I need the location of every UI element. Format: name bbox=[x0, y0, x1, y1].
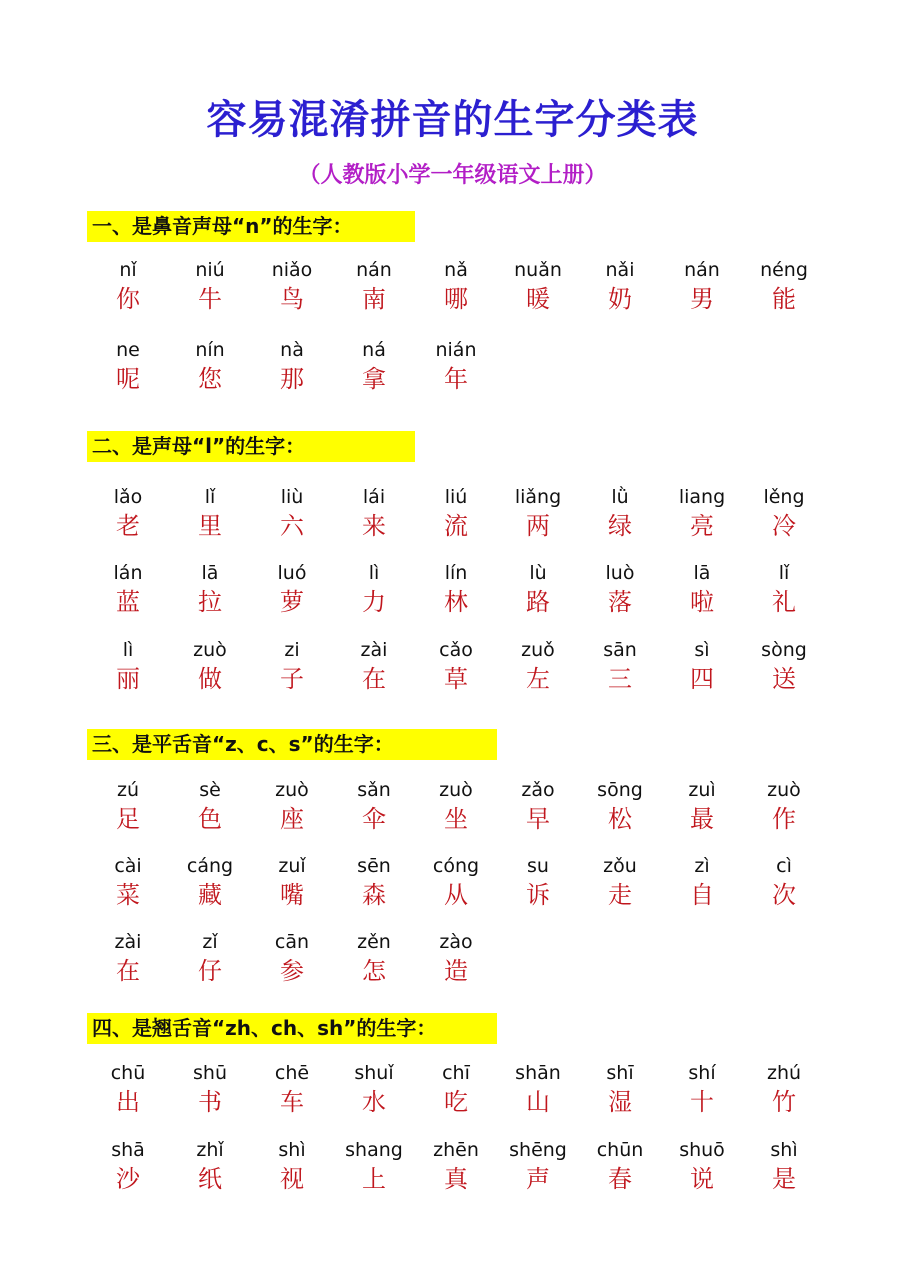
pinyin-label: cān bbox=[274, 931, 310, 953]
character-cell bbox=[169, 777, 251, 835]
pinyin-label: cǎo bbox=[439, 639, 473, 661]
character-cell bbox=[415, 1137, 497, 1195]
pinyin-label: zhú bbox=[766, 1062, 802, 1084]
hanzi-character: 造 bbox=[444, 957, 468, 985]
character-cell bbox=[87, 929, 169, 987]
pinyin-label: lǐ bbox=[204, 486, 216, 508]
pinyin-label: sōng bbox=[597, 779, 643, 801]
hanzi-character: 声 bbox=[526, 1165, 550, 1193]
hanzi-character: 蓝 bbox=[116, 588, 140, 616]
pinyin-label: zhǐ bbox=[196, 1139, 224, 1161]
hanzi-character: 暖 bbox=[526, 285, 550, 313]
pinyin-label: shí bbox=[688, 1062, 716, 1084]
pinyin-label: zuò bbox=[193, 639, 227, 661]
hanzi-character: 拿 bbox=[362, 365, 386, 393]
character-row bbox=[0, 484, 905, 544]
hanzi-character: 座 bbox=[280, 805, 304, 833]
hanzi-character: 冷 bbox=[772, 512, 796, 540]
hanzi-character: 伞 bbox=[362, 805, 386, 833]
character-cell bbox=[579, 560, 661, 618]
hanzi-character: 老 bbox=[116, 512, 140, 540]
hanzi-character: 林 bbox=[444, 588, 468, 616]
hanzi-character: 在 bbox=[116, 957, 140, 985]
pinyin-label: shuǐ bbox=[354, 1062, 394, 1084]
pinyin-label: zuì bbox=[688, 779, 716, 801]
pinyin-label: nán bbox=[684, 259, 720, 281]
character-cell bbox=[333, 560, 415, 618]
character-cell bbox=[743, 777, 825, 835]
hanzi-character: 是 bbox=[772, 1165, 796, 1193]
character-cell bbox=[661, 1137, 743, 1195]
character-cell bbox=[743, 257, 825, 315]
hanzi-character: 送 bbox=[772, 665, 796, 693]
character-cell bbox=[333, 1137, 415, 1195]
hanzi-character: 纸 bbox=[198, 1165, 222, 1193]
hanzi-character: 菜 bbox=[116, 881, 140, 909]
hanzi-character: 草 bbox=[444, 665, 468, 693]
hanzi-character: 自 bbox=[690, 881, 714, 909]
pinyin-label: lì bbox=[122, 639, 134, 661]
character-cell bbox=[661, 637, 743, 695]
pinyin-label: shì bbox=[770, 1139, 798, 1161]
pinyin-label: lì bbox=[368, 562, 380, 584]
pinyin-label: sòng bbox=[761, 639, 807, 661]
pinyin-label: shēng bbox=[509, 1139, 567, 1161]
character-cell bbox=[169, 1137, 251, 1195]
pinyin-label: shì bbox=[278, 1139, 306, 1161]
hanzi-character: 礼 bbox=[772, 588, 796, 616]
pinyin-label: cài bbox=[114, 855, 142, 877]
hanzi-character: 路 bbox=[526, 588, 550, 616]
character-cell bbox=[415, 1060, 497, 1118]
pinyin-label: zài bbox=[360, 639, 388, 661]
pinyin-label: ná bbox=[362, 339, 386, 361]
pinyin-label: zǒu bbox=[603, 855, 637, 877]
hanzi-character: 子 bbox=[280, 665, 304, 693]
character-cell bbox=[251, 1060, 333, 1118]
page-title: 容易混淆拼音的生字分类表 bbox=[206, 97, 699, 143]
pinyin-label: chī bbox=[442, 1062, 470, 1084]
character-cell bbox=[87, 853, 169, 911]
hanzi-character: 作 bbox=[772, 805, 796, 833]
character-cell bbox=[251, 560, 333, 618]
character-cell bbox=[415, 777, 497, 835]
hanzi-character: 两 bbox=[526, 512, 550, 540]
pinyin-label: lǜ bbox=[611, 486, 629, 508]
character-cell bbox=[333, 257, 415, 315]
pinyin-label: zhēn bbox=[433, 1139, 479, 1161]
character-cell bbox=[87, 337, 169, 395]
character-cell bbox=[251, 777, 333, 835]
hanzi-character: 仔 bbox=[198, 957, 222, 985]
hanzi-character: 藏 bbox=[198, 881, 222, 909]
pinyin-label: shang bbox=[345, 1139, 403, 1161]
character-row bbox=[0, 929, 905, 989]
character-cell bbox=[415, 337, 497, 395]
character-cell bbox=[497, 853, 579, 911]
character-cell bbox=[743, 484, 825, 542]
pinyin-label: lā bbox=[201, 562, 219, 584]
pinyin-label: sǎn bbox=[357, 779, 391, 801]
hanzi-character: 说 bbox=[690, 1165, 714, 1193]
pinyin-label: zài bbox=[114, 931, 142, 953]
pinyin-label: nǎ bbox=[444, 259, 468, 281]
hanzi-character: 六 bbox=[280, 512, 304, 540]
hanzi-character: 牛 bbox=[198, 285, 222, 313]
pinyin-label: shā bbox=[111, 1139, 145, 1161]
pinyin-label: lǐ bbox=[778, 562, 790, 584]
pinyin-label: nuǎn bbox=[514, 259, 562, 281]
pinyin-label: ne bbox=[116, 339, 140, 361]
character-row bbox=[0, 257, 905, 317]
pinyin-label: zuò bbox=[767, 779, 801, 801]
character-cell bbox=[579, 637, 661, 695]
character-cell bbox=[661, 484, 743, 542]
hanzi-character: 流 bbox=[444, 512, 468, 540]
hanzi-character: 萝 bbox=[280, 588, 304, 616]
hanzi-character: 上 bbox=[362, 1165, 386, 1193]
pinyin-label: lái bbox=[362, 486, 386, 508]
character-cell bbox=[497, 637, 579, 695]
character-cell bbox=[87, 484, 169, 542]
hanzi-character: 从 bbox=[444, 881, 468, 909]
character-cell bbox=[743, 1060, 825, 1118]
hanzi-character: 三 bbox=[608, 665, 632, 693]
character-cell bbox=[87, 1060, 169, 1118]
hanzi-character: 出 bbox=[116, 1088, 140, 1116]
pinyin-label: zěn bbox=[357, 931, 391, 953]
character-cell bbox=[169, 484, 251, 542]
pinyin-label: nà bbox=[280, 339, 304, 361]
hanzi-character: 男 bbox=[690, 285, 714, 313]
hanzi-character: 春 bbox=[608, 1165, 632, 1193]
hanzi-character: 色 bbox=[198, 805, 222, 833]
pinyin-label: niú bbox=[195, 259, 225, 281]
pinyin-label: zuò bbox=[439, 779, 473, 801]
hanzi-character: 来 bbox=[362, 512, 386, 540]
character-cell bbox=[87, 777, 169, 835]
pinyin-label: sè bbox=[199, 779, 221, 801]
hanzi-character: 沙 bbox=[116, 1165, 140, 1193]
pinyin-label: sì bbox=[694, 639, 710, 661]
pinyin-label: zǎo bbox=[521, 779, 555, 801]
character-cell bbox=[333, 777, 415, 835]
section-heading-zcs: 三、是平舌音“z、c、s”的生字： bbox=[87, 729, 497, 760]
pinyin-label: zǐ bbox=[202, 931, 218, 953]
hanzi-character: 那 bbox=[280, 365, 304, 393]
pinyin-label: su bbox=[527, 855, 549, 877]
character-cell bbox=[251, 1137, 333, 1195]
pinyin-label: shū bbox=[193, 1062, 227, 1084]
character-cell bbox=[333, 484, 415, 542]
hanzi-character: 吃 bbox=[444, 1088, 468, 1116]
pinyin-label: shuō bbox=[679, 1139, 725, 1161]
character-cell bbox=[743, 637, 825, 695]
character-cell bbox=[497, 560, 579, 618]
character-cell bbox=[169, 637, 251, 695]
hanzi-character: 里 bbox=[198, 512, 222, 540]
pinyin-label: lěng bbox=[763, 486, 805, 508]
hanzi-character: 水 bbox=[362, 1088, 386, 1116]
hanzi-character: 山 bbox=[526, 1088, 550, 1116]
character-cell bbox=[661, 1060, 743, 1118]
hanzi-character: 真 bbox=[444, 1165, 468, 1193]
character-cell bbox=[497, 257, 579, 315]
pinyin-label: lín bbox=[444, 562, 468, 584]
pinyin-label: lā bbox=[693, 562, 711, 584]
pinyin-label: zào bbox=[439, 931, 473, 953]
character-row bbox=[0, 1137, 905, 1197]
pinyin-label: liang bbox=[678, 486, 726, 508]
hanzi-character: 走 bbox=[608, 881, 632, 909]
character-cell bbox=[661, 257, 743, 315]
character-cell bbox=[169, 337, 251, 395]
pinyin-label: cì bbox=[776, 855, 792, 877]
hanzi-character: 做 bbox=[198, 665, 222, 693]
character-cell bbox=[497, 777, 579, 835]
character-cell bbox=[743, 1137, 825, 1195]
pinyin-label: zú bbox=[116, 779, 139, 801]
character-row bbox=[0, 853, 905, 913]
character-cell bbox=[87, 257, 169, 315]
section-heading-n: 一、是鼻音声母“n”的生字： bbox=[87, 211, 415, 242]
hanzi-character: 在 bbox=[362, 665, 386, 693]
character-cell bbox=[415, 257, 497, 315]
hanzi-character: 年 bbox=[444, 365, 468, 393]
pinyin-label: cáng bbox=[186, 855, 234, 877]
pinyin-label: zi bbox=[284, 639, 300, 661]
hanzi-character: 视 bbox=[280, 1165, 304, 1193]
hanzi-character: 竹 bbox=[772, 1088, 796, 1116]
hanzi-character: 十 bbox=[690, 1088, 714, 1116]
character-cell bbox=[251, 637, 333, 695]
character-cell bbox=[415, 560, 497, 618]
character-cell bbox=[87, 560, 169, 618]
character-cell bbox=[169, 929, 251, 987]
hanzi-character: 能 bbox=[772, 285, 796, 313]
character-cell bbox=[579, 1137, 661, 1195]
pinyin-label: nián bbox=[435, 339, 477, 361]
hanzi-character: 怎 bbox=[362, 957, 386, 985]
pinyin-label: chē bbox=[274, 1062, 310, 1084]
pinyin-label: luò bbox=[605, 562, 635, 584]
hanzi-character: 落 bbox=[608, 588, 632, 616]
pinyin-label: shān bbox=[515, 1062, 561, 1084]
character-cell bbox=[661, 853, 743, 911]
character-row bbox=[0, 337, 905, 397]
pinyin-label: niǎo bbox=[271, 259, 313, 281]
hanzi-character: 最 bbox=[690, 805, 714, 833]
hanzi-character: 您 bbox=[198, 365, 222, 393]
pinyin-label: liù bbox=[280, 486, 304, 508]
pinyin-label: shī bbox=[606, 1062, 634, 1084]
hanzi-character: 诉 bbox=[526, 881, 550, 909]
pinyin-label: néng bbox=[760, 259, 808, 281]
character-cell bbox=[661, 560, 743, 618]
hanzi-character: 参 bbox=[280, 957, 304, 985]
section-heading-l: 二、是声母“l”的生字： bbox=[87, 431, 415, 462]
page-subtitle: （人教版小学一年级语文上册） bbox=[298, 163, 607, 188]
pinyin-label: lǎo bbox=[113, 486, 143, 508]
character-row bbox=[0, 560, 905, 620]
character-row bbox=[0, 637, 905, 697]
pinyin-label: liú bbox=[444, 486, 468, 508]
pinyin-label: nǎi bbox=[605, 259, 635, 281]
character-cell bbox=[169, 560, 251, 618]
character-cell bbox=[497, 1137, 579, 1195]
hanzi-character: 南 bbox=[362, 285, 386, 313]
character-cell bbox=[579, 777, 661, 835]
character-cell bbox=[251, 337, 333, 395]
pinyin-label: liǎng bbox=[514, 486, 562, 508]
pinyin-label: zuǒ bbox=[521, 639, 555, 661]
character-row bbox=[0, 777, 905, 837]
character-cell bbox=[333, 1060, 415, 1118]
hanzi-character: 亮 bbox=[690, 512, 714, 540]
hanzi-character: 鸟 bbox=[280, 285, 304, 313]
pinyin-label: sān bbox=[603, 639, 637, 661]
hanzi-character: 左 bbox=[526, 665, 550, 693]
hanzi-character: 啦 bbox=[690, 588, 714, 616]
hanzi-character: 书 bbox=[198, 1088, 222, 1116]
character-cell bbox=[579, 484, 661, 542]
character-cell bbox=[743, 560, 825, 618]
character-cell bbox=[497, 484, 579, 542]
hanzi-character: 绿 bbox=[608, 512, 632, 540]
character-cell bbox=[169, 853, 251, 911]
character-cell bbox=[333, 337, 415, 395]
character-cell bbox=[251, 929, 333, 987]
character-cell bbox=[251, 853, 333, 911]
character-cell bbox=[87, 1137, 169, 1195]
character-cell bbox=[743, 853, 825, 911]
pinyin-label: chūn bbox=[596, 1139, 644, 1161]
pinyin-label: zuǐ bbox=[278, 855, 306, 877]
character-cell bbox=[579, 257, 661, 315]
pinyin-label: zì bbox=[694, 855, 710, 877]
character-cell bbox=[251, 484, 333, 542]
hanzi-character: 足 bbox=[116, 805, 140, 833]
pinyin-label: nín bbox=[195, 339, 225, 361]
pinyin-label: nán bbox=[356, 259, 392, 281]
pinyin-label: cóng bbox=[432, 855, 480, 877]
character-cell bbox=[87, 637, 169, 695]
character-cell bbox=[333, 853, 415, 911]
character-cell bbox=[169, 257, 251, 315]
hanzi-character: 丽 bbox=[116, 665, 140, 693]
character-cell bbox=[251, 257, 333, 315]
pinyin-label: sēn bbox=[357, 855, 391, 877]
character-cell bbox=[415, 637, 497, 695]
character-cell bbox=[333, 637, 415, 695]
pinyin-label: luó bbox=[277, 562, 307, 584]
hanzi-character: 早 bbox=[526, 805, 550, 833]
pinyin-label: lù bbox=[529, 562, 547, 584]
character-cell bbox=[579, 853, 661, 911]
character-cell bbox=[497, 1060, 579, 1118]
section-heading-zhchsh: 四、是翘舌音“zh、ch、sh”的生字： bbox=[87, 1013, 497, 1044]
character-row bbox=[0, 1060, 905, 1120]
hanzi-character: 森 bbox=[362, 881, 386, 909]
character-cell bbox=[415, 929, 497, 987]
pinyin-label: nǐ bbox=[119, 259, 137, 281]
character-cell bbox=[415, 484, 497, 542]
character-cell bbox=[415, 853, 497, 911]
character-cell bbox=[333, 929, 415, 987]
hanzi-character: 呢 bbox=[116, 365, 140, 393]
hanzi-character: 力 bbox=[362, 588, 386, 616]
pinyin-label: zuò bbox=[275, 779, 309, 801]
hanzi-character: 车 bbox=[280, 1088, 304, 1116]
hanzi-character: 嘴 bbox=[280, 881, 304, 909]
hanzi-character: 你 bbox=[116, 285, 140, 313]
hanzi-character: 奶 bbox=[608, 285, 632, 313]
pinyin-label: lán bbox=[113, 562, 143, 584]
character-cell bbox=[661, 777, 743, 835]
character-cell bbox=[169, 1060, 251, 1118]
character-cell bbox=[579, 1060, 661, 1118]
hanzi-character: 湿 bbox=[608, 1088, 632, 1116]
hanzi-character: 坐 bbox=[444, 805, 468, 833]
pinyin-label: chū bbox=[110, 1062, 146, 1084]
hanzi-character: 哪 bbox=[444, 285, 468, 313]
hanzi-character: 拉 bbox=[198, 588, 222, 616]
hanzi-character: 松 bbox=[608, 805, 632, 833]
hanzi-character: 四 bbox=[690, 665, 714, 693]
hanzi-character: 次 bbox=[772, 881, 796, 909]
